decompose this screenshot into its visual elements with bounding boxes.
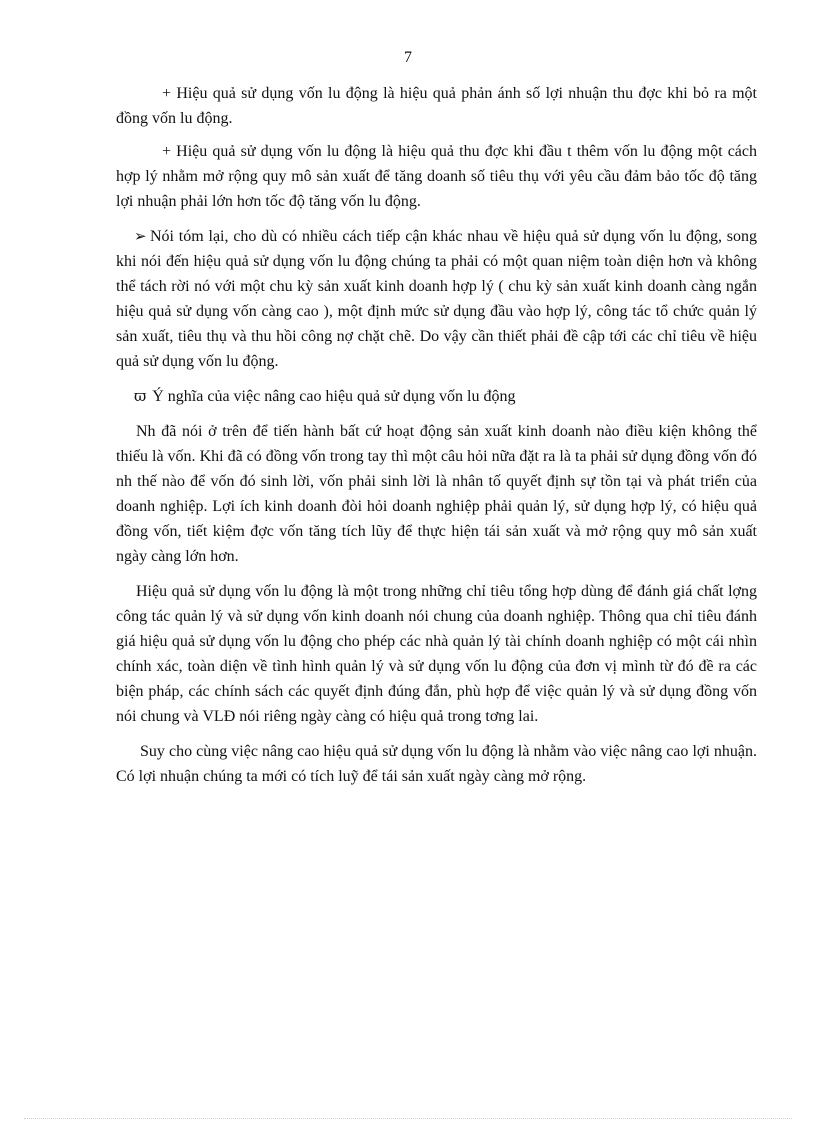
document-body bbox=[116, 81, 757, 789]
paragraph-efficiency-definition-investment: + Hiệu quả sử dụng vốn lu động là hiệu quả thu đợc khi đầu t thêm vốn lu động một cách hợp lý nhằm mở rộng quy mô sản xuất để tăng doanh số tiêu thụ với yêu cầu đảm bảo tốc độ tăng lợi nhuận phải lớn hơn tốc độ tăng vốn lu động. bbox=[116, 143, 757, 210]
section-heading-text: Ý nghĩa của việc nâng cao hiệu quả sử dụng vốn lu động bbox=[152, 388, 516, 405]
paragraph-efficiency-indicator: Hiệu quả sử dụng vốn lu động là một trong những chỉ tiêu tổng hợp dùng để đánh giá chất lợng công tác quản lý và sử dụng vốn kinh doanh nói chung của doanh nghiệp. Thông qua chỉ tiêu đánh giá hiệu quả sử dụng vốn lu động cho phép các nhà quản lý tài chính doanh nghiệp có một cái nhìn chính xác, toàn diện về tình hình quản lý và sử dụng vốn lu động của đơn vị mình từ đó đề ra các biện pháp, các chính sách các quyết định đúng đắn, phù hợp để việc quản lý và sử dụng đồng vốn nói chung và VLĐ nói riêng ngày càng có hiệu quả trong tơng lai. bbox=[116, 583, 757, 725]
paragraph-conclusion: Suy cho cùng việc nâng cao hiệu quả sử dụng vốn lu động là nhằm vào việc nâng cao lợi nhuận. Có lợi nhuận chúng ta mới có tích luỹ để tái sản xuất ngày càng mở rộng. bbox=[116, 743, 757, 785]
diamond-bullet-icon: ϖ bbox=[134, 387, 147, 405]
arrow-bullet-icon: ➢ bbox=[134, 227, 147, 245]
paragraph-summary-text: Nói tóm lại, cho dù có nhiều cách tiếp cận khác nhau về hiệu quả sử dụng vốn lu động, song khi nói đến hiệu quả sử dụng vốn lu động chúng ta phải có một quan niệm toàn diện hơn và không thể tách rời nó với một chu kỳ sản xuất kinh doanh hợp lý ( chu kỳ sản xuất kinh doanh càng ngắn hiệu quả sử dụng vốn càng cao ), một định mức sử dụng đầu vào hợp lý, công tác tổ chức quản lý sản xuất, tiêu thụ và thu hồi công nợ chặt chẽ. Do vậy cần thiết phải đề cập tới các chỉ tiêu về hiệu quả sử dụng vốn lu động. bbox=[116, 228, 757, 370]
footer-divider bbox=[24, 1118, 792, 1119]
section-heading bbox=[116, 384, 757, 409]
paragraph-capital-role: Nh đã nói ở trên để tiến hành bất cứ hoạt động sản xuất kinh doanh nào điều kiện không thể thiếu là vốn. Khi đã có đồng vốn trong tay thì một câu hỏi nữa đặt ra là ta phải sử dụng đồng vốn đó nh thế nào để vốn đó sinh lời, vốn phải sinh lời là nhân tố quyết định sự tồn tại và phát triển của doanh nghiệp. Lợi ích kinh doanh đòi hỏi doanh nghiệp phải quản lý, sử dụng hợp lý, có hiệu quả đồng vốn, tiết kiệm đợc vốn tăng tích lũy để thực hiện tái sản xuất và mở rộng quy mô sản xuất ngày càng lớn hơn. bbox=[116, 423, 757, 565]
paragraph-summary bbox=[116, 224, 757, 374]
paragraph-efficiency-definition-profit: + Hiệu quả sử dụng vốn lu động là hiệu quả phản ánh số lợi nhuận thu đợc khi bỏ ra một đồng vốn lu động. bbox=[116, 85, 757, 127]
page-number: 7 bbox=[404, 49, 412, 66]
